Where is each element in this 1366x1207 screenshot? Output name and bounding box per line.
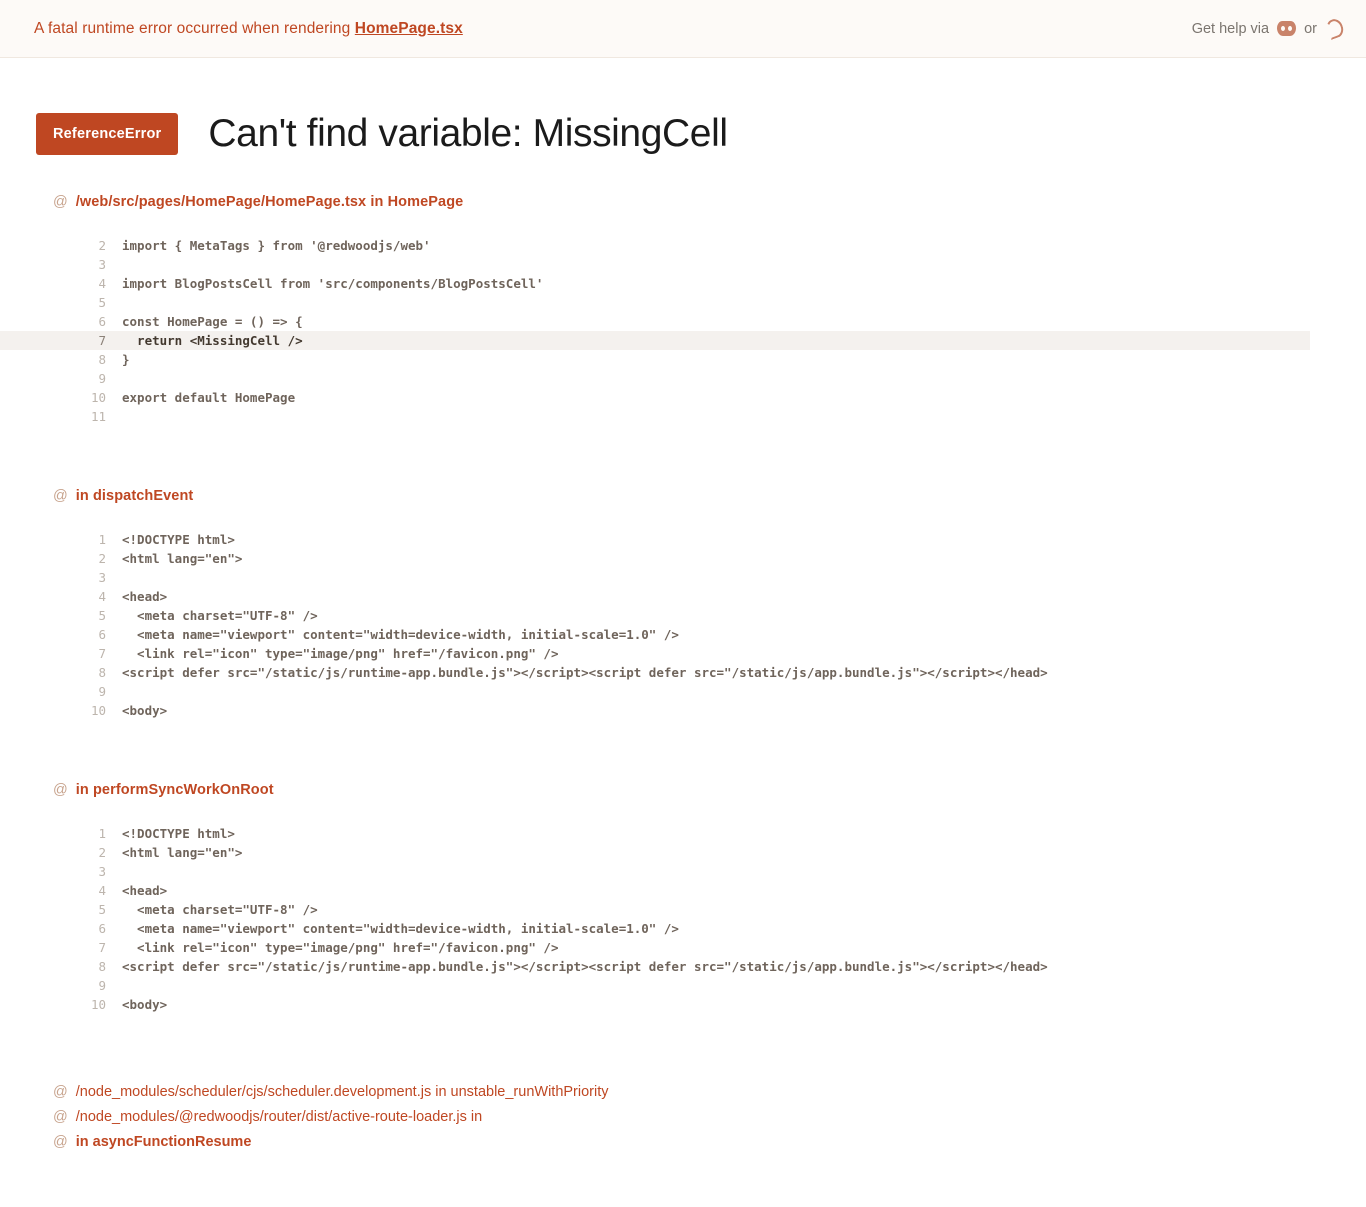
help-label: Get help via — [1191, 20, 1270, 37]
code-snippet — [0, 530, 1366, 720]
code-text: <meta charset="UTF-8" /> — [122, 608, 318, 623]
line-number: 1 — [98, 826, 106, 841]
line-number: 7 — [98, 333, 106, 348]
code-line — [0, 938, 1366, 957]
line-number: 4 — [98, 276, 106, 291]
error-type-badge: ReferenceError — [36, 113, 178, 155]
code-line — [0, 236, 1366, 255]
code-text: <meta name="viewport" content="width=device-width, initial-scale=1.0" /> — [122, 627, 679, 642]
banner-message — [34, 20, 463, 38]
code-text: <meta name="viewport" content="width=device-width, initial-scale=1.0" /> — [122, 921, 679, 936]
stack-frame-location[interactable]: /node_modules/@redwoodjs/router/dist/active-route-loader.js in — [75, 1109, 483, 1125]
line-number: 3 — [98, 864, 106, 879]
code-text: import BlogPostsCell from 'src/components/BlogPostsCell' — [122, 276, 544, 291]
stack-frame-header — [0, 782, 1366, 798]
code-line — [0, 407, 1366, 426]
stack-frame-function: HomePage — [387, 194, 464, 210]
code-line — [0, 568, 1366, 587]
line-number: 4 — [98, 589, 106, 604]
at-symbol-icon: @ — [53, 194, 68, 210]
stack-frame-function: performSyncWorkOnRoot — [92, 782, 274, 798]
at-symbol-icon: @ — [53, 1084, 68, 1100]
code-line — [0, 369, 1366, 388]
code-snippet — [0, 236, 1366, 426]
line-number: 4 — [98, 883, 106, 898]
code-line — [0, 530, 1366, 549]
banner-file-link[interactable]: HomePage.tsx — [354, 19, 463, 37]
code-text: <head> — [122, 589, 168, 604]
stack-frame — [0, 488, 1366, 720]
code-line — [0, 976, 1366, 995]
line-number: 2 — [98, 845, 106, 860]
line-number: 10 — [90, 997, 106, 1012]
line-number: 5 — [98, 295, 106, 310]
line-number: 3 — [98, 257, 106, 272]
code-line — [0, 312, 1366, 331]
stack-frame — [0, 194, 1366, 426]
code-text: const HomePage = () => { — [122, 314, 303, 329]
line-number: 2 — [98, 238, 106, 253]
code-text: import { MetaTags } from '@redwoodjs/web' — [122, 238, 431, 253]
line-number: 11 — [90, 409, 106, 424]
line-number: 10 — [90, 703, 106, 718]
code-text: <body> — [122, 997, 168, 1012]
code-line — [0, 995, 1366, 1014]
line-number: 9 — [98, 371, 106, 386]
error-message: Can't find variable: MissingCell — [208, 112, 728, 155]
code-text: <html lang="en"> — [122, 845, 243, 860]
line-number: 9 — [98, 978, 106, 993]
code-text: <body> — [122, 703, 168, 718]
code-line — [0, 549, 1366, 568]
discord-icon[interactable] — [1277, 19, 1296, 38]
code-text: <link rel="icon" type="image/png" href="/favicon.png" /> — [122, 646, 559, 661]
code-text: <script defer src="/static/js/runtime-app.bundle.js"></script><script defer src="/static/js/app.bundle.js"></script></head> — [122, 959, 1048, 974]
code-line — [0, 900, 1366, 919]
code-line — [0, 862, 1366, 881]
code-line — [0, 625, 1366, 644]
at-symbol-icon: @ — [53, 488, 68, 504]
code-line — [0, 255, 1366, 274]
stack-frame-location[interactable]: /node_modules/scheduler/cjs/scheduler.development.js in unstable_runWithPriority — [75, 1084, 609, 1100]
code-line — [0, 644, 1366, 663]
code-text: <link rel="icon" type="image/png" href="/favicon.png" /> — [122, 940, 559, 955]
line-number: 6 — [98, 314, 106, 329]
code-line — [0, 274, 1366, 293]
code-text: <html lang="en"> — [122, 551, 243, 566]
code-text: return <MissingCell /> — [122, 333, 303, 348]
line-number: 6 — [98, 627, 106, 642]
stack-frame-location[interactable]: in dispatchEvent — [75, 488, 194, 504]
code-line — [0, 293, 1366, 312]
stack-frame-compact — [53, 1130, 1366, 1154]
line-number: 9 — [98, 684, 106, 699]
code-text: <script defer src="/static/js/runtime-app.bundle.js"></script><script defer src="/static/js/app.bundle.js"></script></head> — [122, 665, 1048, 680]
code-line — [0, 843, 1366, 862]
stack-frame-compact — [53, 1080, 1366, 1104]
code-text: export default HomePage — [122, 390, 296, 405]
line-number: 5 — [98, 608, 106, 623]
line-number: 8 — [98, 959, 106, 974]
code-text: <meta charset="UTF-8" /> — [122, 902, 318, 917]
line-number: 5 — [98, 902, 106, 917]
stack-frame-location[interactable]: /web/src/pages/HomePage/HomePage.tsx in HomePage — [75, 194, 464, 210]
line-number: 1 — [98, 532, 106, 547]
code-text: } — [122, 352, 130, 367]
stack-frame — [0, 782, 1366, 1014]
code-line — [0, 957, 1366, 976]
code-line — [0, 701, 1366, 720]
error-header — [0, 58, 1366, 156]
stack-frame-header — [0, 488, 1366, 504]
redwood-logo-icon[interactable] — [1325, 19, 1344, 38]
stack-frame-header — [0, 194, 1366, 210]
code-line — [0, 682, 1366, 701]
line-number: 10 — [90, 390, 106, 405]
line-number: 8 — [98, 352, 106, 367]
stack-frame-compact — [53, 1105, 1366, 1129]
stack-frames — [0, 156, 1366, 1014]
line-number: 3 — [98, 570, 106, 585]
at-symbol-icon: @ — [53, 782, 68, 798]
line-number: 7 — [98, 940, 106, 955]
code-line — [0, 881, 1366, 900]
code-line — [0, 388, 1366, 407]
line-number: 6 — [98, 921, 106, 936]
code-line — [0, 824, 1366, 843]
stack-frame-location[interactable]: in asyncFunctionResume — [75, 1134, 252, 1150]
error-banner — [0, 0, 1366, 58]
code-text: <head> — [122, 883, 168, 898]
at-symbol-icon: @ — [53, 1134, 68, 1150]
banner-message-text: A fatal runtime error occurred when rendering — [34, 19, 355, 37]
code-text: <!DOCTYPE html> — [122, 532, 235, 547]
or-label: or — [1304, 20, 1317, 37]
line-number: 8 — [98, 665, 106, 680]
code-line — [0, 663, 1366, 682]
code-line — [0, 587, 1366, 606]
line-number: 7 — [98, 646, 106, 661]
code-line — [0, 919, 1366, 938]
stack-frame-function: dispatchEvent — [92, 488, 194, 504]
stack-frame-location[interactable]: in performSyncWorkOnRoot — [75, 782, 274, 798]
at-symbol-icon: @ — [53, 1109, 68, 1125]
tail-stack-frames — [0, 1076, 1366, 1154]
code-line — [0, 606, 1366, 625]
code-snippet — [0, 824, 1366, 1014]
line-number: 2 — [98, 551, 106, 566]
code-line — [0, 350, 1366, 369]
code-line — [0, 331, 1310, 350]
help-section — [1192, 19, 1344, 38]
code-text: <!DOCTYPE html> — [122, 826, 235, 841]
